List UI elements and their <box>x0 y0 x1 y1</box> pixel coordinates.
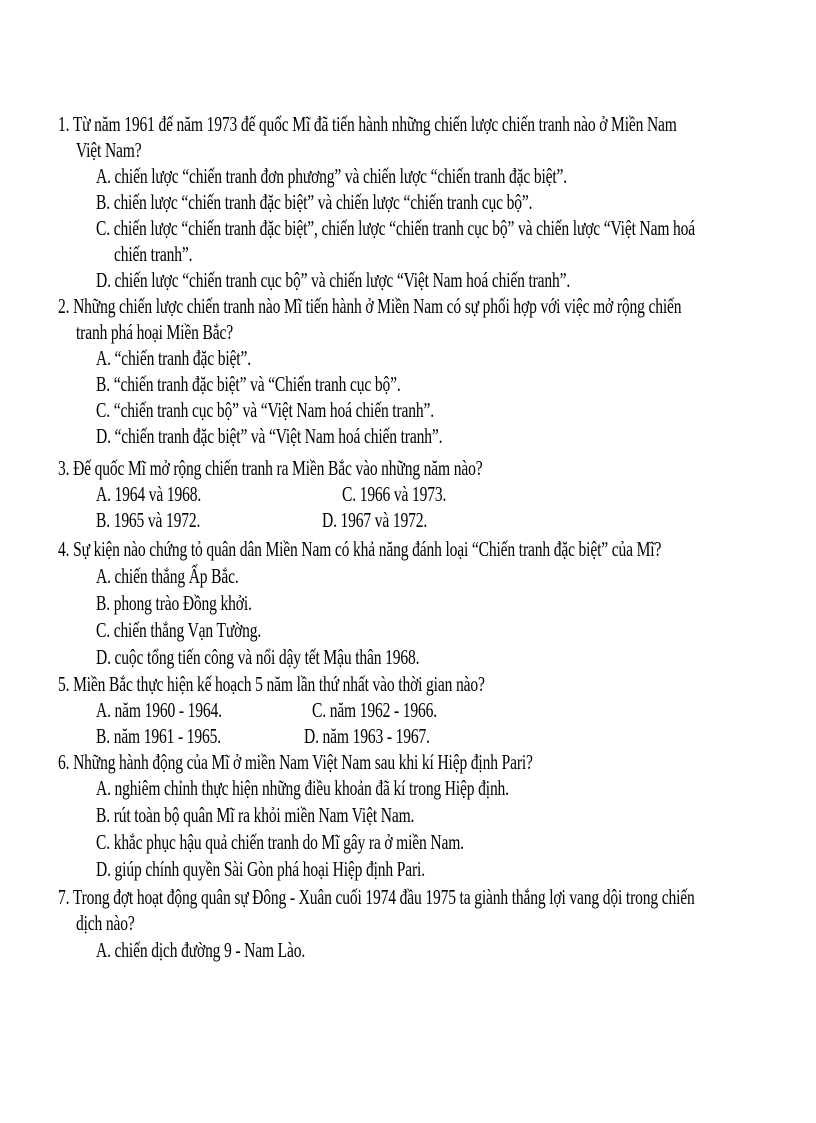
question-6-option-d: D. giúp chính quyền Sài Gòn phá hoại Hiệp định Pari. <box>96 857 425 881</box>
question-3-option-a: A. 1964 và 1968. <box>96 482 202 506</box>
question-3-text: 3. Đế quốc Mĩ mở rộng chiến tranh ra Miền Bắc vào những năm nào? <box>58 456 483 480</box>
question-1-option-b: B. chiến lược “chiến tranh đặc biệt” và chiến lược “chiến tranh cục bộ”. <box>96 190 533 214</box>
question-5-option-a: A. năm 1960 - 1964. <box>96 698 222 722</box>
question-7-text: 7. Trong đợt hoạt động quân sự Đông - Xuân cuối 1974 đầu 1975 ta giành thắng lợi vang dội trong chiến <box>58 885 695 909</box>
question-1-text-continued: Việt Nam? <box>76 138 142 162</box>
question-6-option-b: B. rút toàn bộ quân Mĩ ra khỏi miền Nam Việt Nam. <box>96 803 415 827</box>
question-4-option-a: A. chiến thắng Ấp Bắc. <box>96 564 239 588</box>
question-4-option-d: D. cuộc tổng tiến công và nổi dậy tết Mậu thân 1968. <box>96 645 420 669</box>
question-2-text-continued: tranh phá hoại Miền Bắc? <box>76 320 233 344</box>
question-2-text: 2. Những chiến lược chiến tranh nào Mĩ tiến hành ở Miền Nam có sự phối hợp với việc mở rộng chiến <box>58 294 682 318</box>
question-3-option-c: C. 1966 và 1973. <box>342 482 447 506</box>
question-5-text: 5. Miền Bắc thực hiện kế hoạch 5 năm lần thứ nhất vào thời gian nào? <box>58 672 485 696</box>
question-5-option-c: C. năm 1962 - 1966. <box>312 698 437 722</box>
question-1-option-a: A. chiến lược “chiến tranh đơn phương” và chiến lược “chiến tranh đặc biệt”. <box>96 164 568 188</box>
question-4-option-b: B. phong trào Đồng khởi. <box>96 591 252 615</box>
question-1-option-c: C. chiến lược “chiến tranh đặc biệt”, chiến lược “chiến tranh cục bộ” và chiến lược “Việt Nam hoá <box>96 216 695 240</box>
question-2-option-a: A. “chiến tranh đặc biệt”. <box>96 346 251 370</box>
question-2-option-c: C. “chiến tranh cục bộ” và “Việt Nam hoá chiến tranh”. <box>96 398 434 422</box>
question-1-option-d: D. chiến lược “chiến tranh cục bộ” và chiến lược “Việt Nam hoá chiến tranh”. <box>96 268 571 292</box>
question-6-text: 6. Những hành động của Mĩ ở miền Nam Việt Nam sau khi kí Hiệp định Pari? <box>58 750 533 774</box>
question-7-option-a: A. chiến dịch đường 9 - Nam Lào. <box>96 938 306 962</box>
question-3-option-d: D. 1967 và 1972. <box>322 508 428 532</box>
question-1-option-c-continued: chiến tranh”. <box>114 242 193 266</box>
question-2-option-d: D. “chiến tranh đặc biệt” và “Việt Nam hoá chiến tranh”. <box>96 424 443 448</box>
question-4-text: 4. Sự kiện nào chứng tỏ quân dân Miền Nam có khả năng đánh loại “Chiến tranh đặc biệt” của Mĩ? <box>58 537 662 561</box>
question-5-option-d: D. năm 1963 - 1967. <box>304 724 430 748</box>
question-3-option-b: B. 1965 và 1972. <box>96 508 201 532</box>
question-7-text-continued: dịch nào? <box>76 911 135 935</box>
question-6-option-a: A. nghiêm chỉnh thực hiện những điều khoản đã kí trong Hiệp định. <box>96 776 509 800</box>
question-6-option-c: C. khắc phục hậu quả chiến tranh do Mĩ gây ra ở miền Nam. <box>96 830 464 854</box>
question-2-option-b: B. “chiến tranh đặc biệt” và “Chiến tranh cục bộ”. <box>96 372 401 396</box>
question-4-option-c: C. chiến thắng Vạn Tường. <box>96 618 262 642</box>
question-5-option-b: B. năm 1961 - 1965. <box>96 724 221 748</box>
question-1-text: 1. Từ năm 1961 đế năm 1973 đế quốc Mĩ đã tiến hành những chiến lược chiến tranh nào ở Miền Nam <box>58 112 677 136</box>
